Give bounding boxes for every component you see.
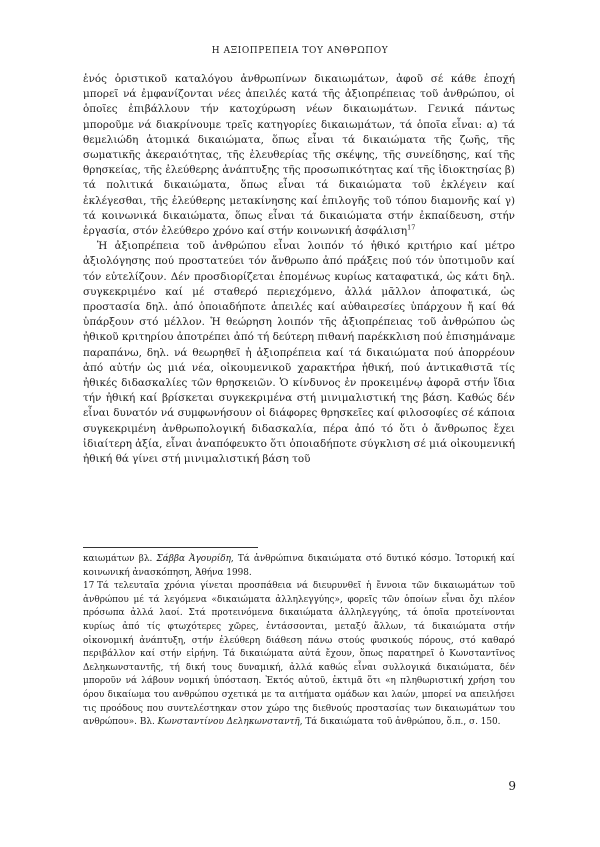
footnote-text: Τά τελευταῖα χρόνια γίνεται προσπάθεια νά διευρυνθεῖ ἡ ἔννοια τῶν δικαιωμάτων τοῦ ἀνθρώπου μέ τά λεγόμενα «δικαιώματα ἀλληλεγγύης», φορεῖς τῶν ὁποίων εἶναι ὄχι πλέον πρόσωπα ἀλλά λαοί. Στά προτεινόμενα δικαιώματα ἀλληλεγγύης, τά ὁποῖα προτείνονται κυρίως ἀπό τίς φτωχότερες χῶρες, ἐντάσσονται, μεταξύ ἄλλων, τά δικαιώματα στήν οἰκονομική ἀνάπτυξη, στήν ἐλεύθερη διάθεση πάνω στούς φυσικούς πόρους, στό καθαρό περιβάλλον καί στήν εἰρήνη. Τά δικαιώματα αὐτά ἔχουν, ὅπως παρατηρεῖ ὁ Κωνσταντῖνος Δεληκωνσταντῆς, τή δική τους δυναμική, ἀλλά καθώς εἶναι συλλογικά δικαιώματα, δέν μποροῦν νά λάβουν νομική ὑπόσταση. Ἐκτός αὐτοῦ, ἐκτιμᾶ ὅτι «η πληθωριστική χρήση του όρου δικαίωμα του ανθρώπου σχετικά με τα αιτήματα ομάδων και λαών, μπορεί να απειλήσει τις προόδους που συντελέστηκαν στον χώρο της διεθνούς προστασίας των δικαιωμάτων του ανθρώπου». Βλ.	[83, 581, 515, 728]
paragraph-text: Ἡ ἀξιοπρέπεια τοῦ ἀνθρώπου εἶναι λοιπόν τό ἠθικό κριτήριο καί μέτρο ἀξιολόγησης πού προστατεύει τόν ἄνθρωπο ἀπό πράξεις πού τόν ὑποτιμοῦν καί τόν εὐτελίζουν. Δέν προσδιορίζεται ἑπομένως κυρίως καταφατικά, ὡς κάτι δηλ. συγκεκριμένο καί μέ σταθερό περιεχόμενο, ἀλλά μᾶλλον ἀποφατικά, ὡς προστασία δηλ. ἀπό ὁποιαδήποτε ἀπειλές καί αὐθαιρεσίες ὑπάρχουν ἤ καί θά ὑπάρξουν στό μέλλον. Ἡ θεώρηση λοιπόν τῆς ἀξιοπρέπειας τοῦ ἀνθρώπου ὡς ἠθικοῦ κριτηρίου ἀποτρέπει ἀπό τή δεύτερη πιθανή παρέκκλιση πού ἐπισημάναμε παραπάνω, δηλ. νά θεωρηθεῖ ἡ ἀξιοπρέπεια καί τά δικαιώματα πού ἀπορρέουν ἀπό αὐτήν ὡς μιά νέα, οἰκουμενικοῦ χαρακτήρα ἠθική, πού ἀντικαθιστᾶ τίς ἠθικές διδασκαλίες τῶν θρησκειῶν. Ὁ κίνδυνος ἐν προκειμένῳ ἀφορᾶ στήν ἴδια τήν ἠθική καί βρίσκεται συγκεκριμένα στή μινιμαλιστική της βάση. Καθώς δέν εἶναι δυνατόν νά συμφωνήσουν οἱ διάφορες θρησκεῖες καί φιλοσοφίες σέ κάποια συγκεκριμένη ἀνθρωπολογική διδασκαλία, πέρα ἀπό τό ὅτι ὁ ἄνθρωπος ἔχει ἰδιαίτερη ἀξία, εἶναι ἀναπόφευκτο ὅτι ὁποιαδήποτε σύγκλιση σέ μιά οἰκουμενική ἠθική θά γίνει στή μινιμαλιστική βάση τοῦ	[83, 240, 515, 466]
footnote-text: , Τά ἀνθρώπινα δικαιώματα στό δυτικό κόσμο. Ἱστορική καί κοινωνική ἀνασκόπηση, Ἀθήνα 1998.	[83, 554, 516, 578]
paragraph-text: ἑνός ὁριστικοῦ καταλόγου ἀνθρωπίνων δικαιωμάτων, ἀφοῦ σέ κάθε ἐποχή μπορεῖ νά ἐμφανίζονται νέες ἀπειλές κατά τῆς ἀξιοπρέπειας τοῦ ἀνθρώπου, οἱ ὁποῖες ἐπιβάλλουν τήν κατοχύρωση νέων δικαιωμάτων. Γενικά πάντως μποροῦμε νά διακρίνουμε τρεῖς κατηγορίες δικαιωμάτων, τά ὁποῖα εἶναι: α) τά θεμελιώδη ἀτομικά δικαιώματα, ὅπως εἶναι τά δικαιώματα τῆς ζωῆς, τῆς σωματικῆς ἀκεραιότητας, τῆς ἐλευθερίας τῆς σκέψης, τῆς συνείδησης, καί τῆς θρησκείας, τῆς ἐλεύθερης ἀνάπτυξης τῆς προσωπικότητας καί τῆς ἰδιοκτησίας β) τά πολιτικά δικαιώματα, ὅπως εἶναι τά δικαιώματα τοῦ ἐκλέγειν καί ἐκλέγεσθαι, τῆς ἐλεύθερης μετακίνησης καί ἐπιλογῆς τοῦ τόπου διαμονῆς καί γ) τά κοινωνικά δικαιώματα, ὅπως εἶναι τά δικαιώματα στήν ἐκπαίδευση, στήν ἐργασία, στόν ἐλεύθερο χρόνο καί στήν κοινωνική ἀσφάλιση	[83, 73, 515, 238]
footnote-author: Κωνσταντίνου Δεληκωνσταντῆ	[157, 717, 300, 728]
footnote-author: Σάββα Ἀγουρίδη	[156, 554, 231, 564]
footnote-number: 17	[83, 581, 95, 592]
footnote-continued	[83, 553, 515, 580]
footnote-text: καιωμάτων βλ.	[83, 554, 157, 564]
footnote-reference[interactable]: 17	[407, 223, 416, 232]
page-number: 9	[508, 779, 516, 793]
paragraph	[83, 239, 515, 467]
main-text	[83, 72, 515, 467]
footnote-separator	[83, 547, 258, 548]
footnote-text: , Τά δικαιώματα τοῦ ἀνθρώπου, ὅ.π., σ. 150.	[299, 717, 501, 728]
running-head: Η ΑΞΙΟΠΡΕΠΕΙΑ ΤΟΥ ΑΝΘΡΩΠΟΥ	[211, 46, 389, 56]
paragraph	[83, 72, 515, 239]
footnotes	[83, 553, 515, 730]
footnote-17	[83, 580, 515, 730]
